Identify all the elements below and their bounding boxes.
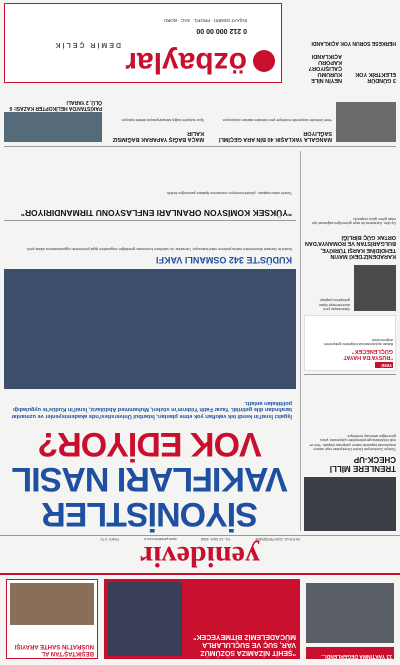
headline-line-1: SİYONİSTLER: [42, 495, 258, 533]
small-boxes: [286, 5, 396, 85]
divider-2: [4, 220, 296, 221]
teaser-right-title: BEŞİKTAŞ'TAN AL NUSRAT'IN SAHTE ARAYIŞI: [14, 643, 94, 656]
masthead-title: yenidevir: [140, 540, 260, 573]
left-column: [300, 151, 396, 531]
teaser-left-title: 13 YAKTİNMA DEĞERLENDİ...: [321, 653, 392, 659]
blacksea-title: KARADENİZ'DEKİ MAYIN TEHDİDİNE KARŞI TÜRKİYE, BULGARİSTAN VE ROMANYA'DAN ORTAK GÜÇ BİRLİĞİ: [304, 233, 396, 259]
quote-label: YENİ: [381, 363, 392, 368]
teaser-right-photo: [10, 583, 94, 625]
commission-title: "YÜKSEK KOMİSYON ORANLARI ENFLASYONU TIRMANDIRIYOR": [20, 208, 292, 218]
blacksea-body: Üç ülke, Karadeniz'de seyir güvenliğini sağlamak için ortak görev gücü oluşturdu.: [311, 216, 396, 225]
masthead: [0, 535, 400, 575]
side-body: Vatandaşlar yeni düzenlemeye ilişkin görüşlerini paylaştı.: [318, 298, 350, 311]
bottom-body-1: Yerel üreticiler kooperatif modeliyle yeni istihdam alanları oluşturuyor.: [222, 118, 332, 122]
top-strip: [0, 577, 400, 665]
issue-info-row: [100, 537, 300, 541]
quote-body: Bakan açıklamasında bölgedeki gelişmeleri değerlendirdi.: [324, 337, 393, 346]
teaser-center-title: "ŞEHİT NİZAMIZA SÖZÜMÜZ VAR, SUÇ VE SUÇLULARLA MÜCADELEMİZ BİTMEYECEK": [193, 633, 296, 656]
teaser-left-photo: [306, 583, 394, 643]
small-box-2: NEYİN NİLE KURUMU ÇALIŞIYOR? KAPORU AÇIKLANDI: [308, 53, 342, 83]
bottom-title-3: PAKİSTAN'DA HELİKOPTER KAZASI: 6 ÖLÜ, 2 YARALI: [9, 99, 102, 111]
bottom-photo-3: [4, 112, 102, 142]
advert-notes: İNŞAAT DEMİRİ · PROFİL · SAC · BORU: [163, 18, 247, 23]
headline-line-3: VOK EDİYOR?: [38, 425, 262, 463]
kudus-title: KUDÜS'TE 342 OSMANLI VAKFI: [156, 255, 292, 265]
headline-line-2: VAKIFLARI NASIL: [12, 460, 288, 498]
commission-body: Ticaret odası başkanı, yüksek komisyon oranlarının fiyatlara yansıdığını belirtti.: [166, 191, 292, 195]
bottom-title-2: MAÇA BAĞIŞ YAPARAK BAĞIMSIZ KALIR: [112, 129, 204, 142]
advert-logo-mark: [253, 50, 275, 72]
trains-body: Türkiye Cumhuriyeti Devlet Demiryolları raylı sistem araçlarında kapsamlı bakım çalışması başlattı. Yerli ve milli imkânlarla gerçekleştirilen çalışmalar, yolcu güvenliğini artırmayı hedefliyor.: [309, 434, 396, 451]
bottom-body-2: Spor kulüpleri bağış kampanyasıyla destek topluyor.: [121, 118, 204, 122]
teaser-center-photo: [108, 582, 182, 656]
advert-brand: özbaylar: [125, 46, 247, 79]
portrait-photo: [354, 265, 396, 311]
small-box-3: HERKESE SORUN YOK AÇIKLANDI: [311, 40, 396, 46]
subhead: İşgalci İsrail'in kendi tek vakıfları yok etme planları, İstanbul Üniversitesi'nde akademisyenler ve uzmanlar tarafından dile getirildi. Yazar Fatih Yıldırım'ın sözleri, Muhammed Abdülaziz, İsrail'in Kudüs'te uyguladığı politikaları anlattı.: [11, 399, 292, 419]
kudus-body: Kudüs'te Osmanlı döneminden kalma yüzlerce vakıf bulunuyor. Uzmanlar, bu vakıfların korunması gerektiğini vurgularken işgal yönetiminin uygulamalarına dikkat çekti.: [26, 247, 292, 251]
small-box-1: 3 GÜNDÜR ELEKTRİK YOK: [355, 71, 396, 83]
advert: [4, 3, 282, 83]
website: www.yenidevir.com.tr: [143, 537, 177, 541]
main-headline-block: [4, 421, 296, 531]
quote-title: "RUSYA'DA HAYAT GÜÇLENECEK": [343, 348, 393, 360]
issue-date: 26 EYLÜL 2024 PERŞEMBE: [254, 537, 300, 541]
trains-photo: [304, 477, 396, 531]
bottom-row: [4, 87, 396, 147]
advert-tagline: DEMİR ÇELİK: [53, 41, 121, 48]
main-photo: [4, 269, 296, 389]
bottom-photo-1: [336, 102, 396, 142]
bottom-title-1: MANGALA YAKLAŞIK 40 BİN ARA GEÇİMLİ SAĞLIYOR: [218, 129, 332, 142]
quote-box: [304, 315, 396, 371]
price: FİYATI: 5 TL: [100, 537, 120, 541]
divider: [304, 374, 396, 375]
issue-number: YIL: 15 SAYI: 4568: [201, 537, 231, 541]
advert-phone: 0 212 000 00 00: [196, 27, 247, 34]
trains-title: TRENLERE MİLLİ CHECK-UP: [329, 455, 396, 473]
